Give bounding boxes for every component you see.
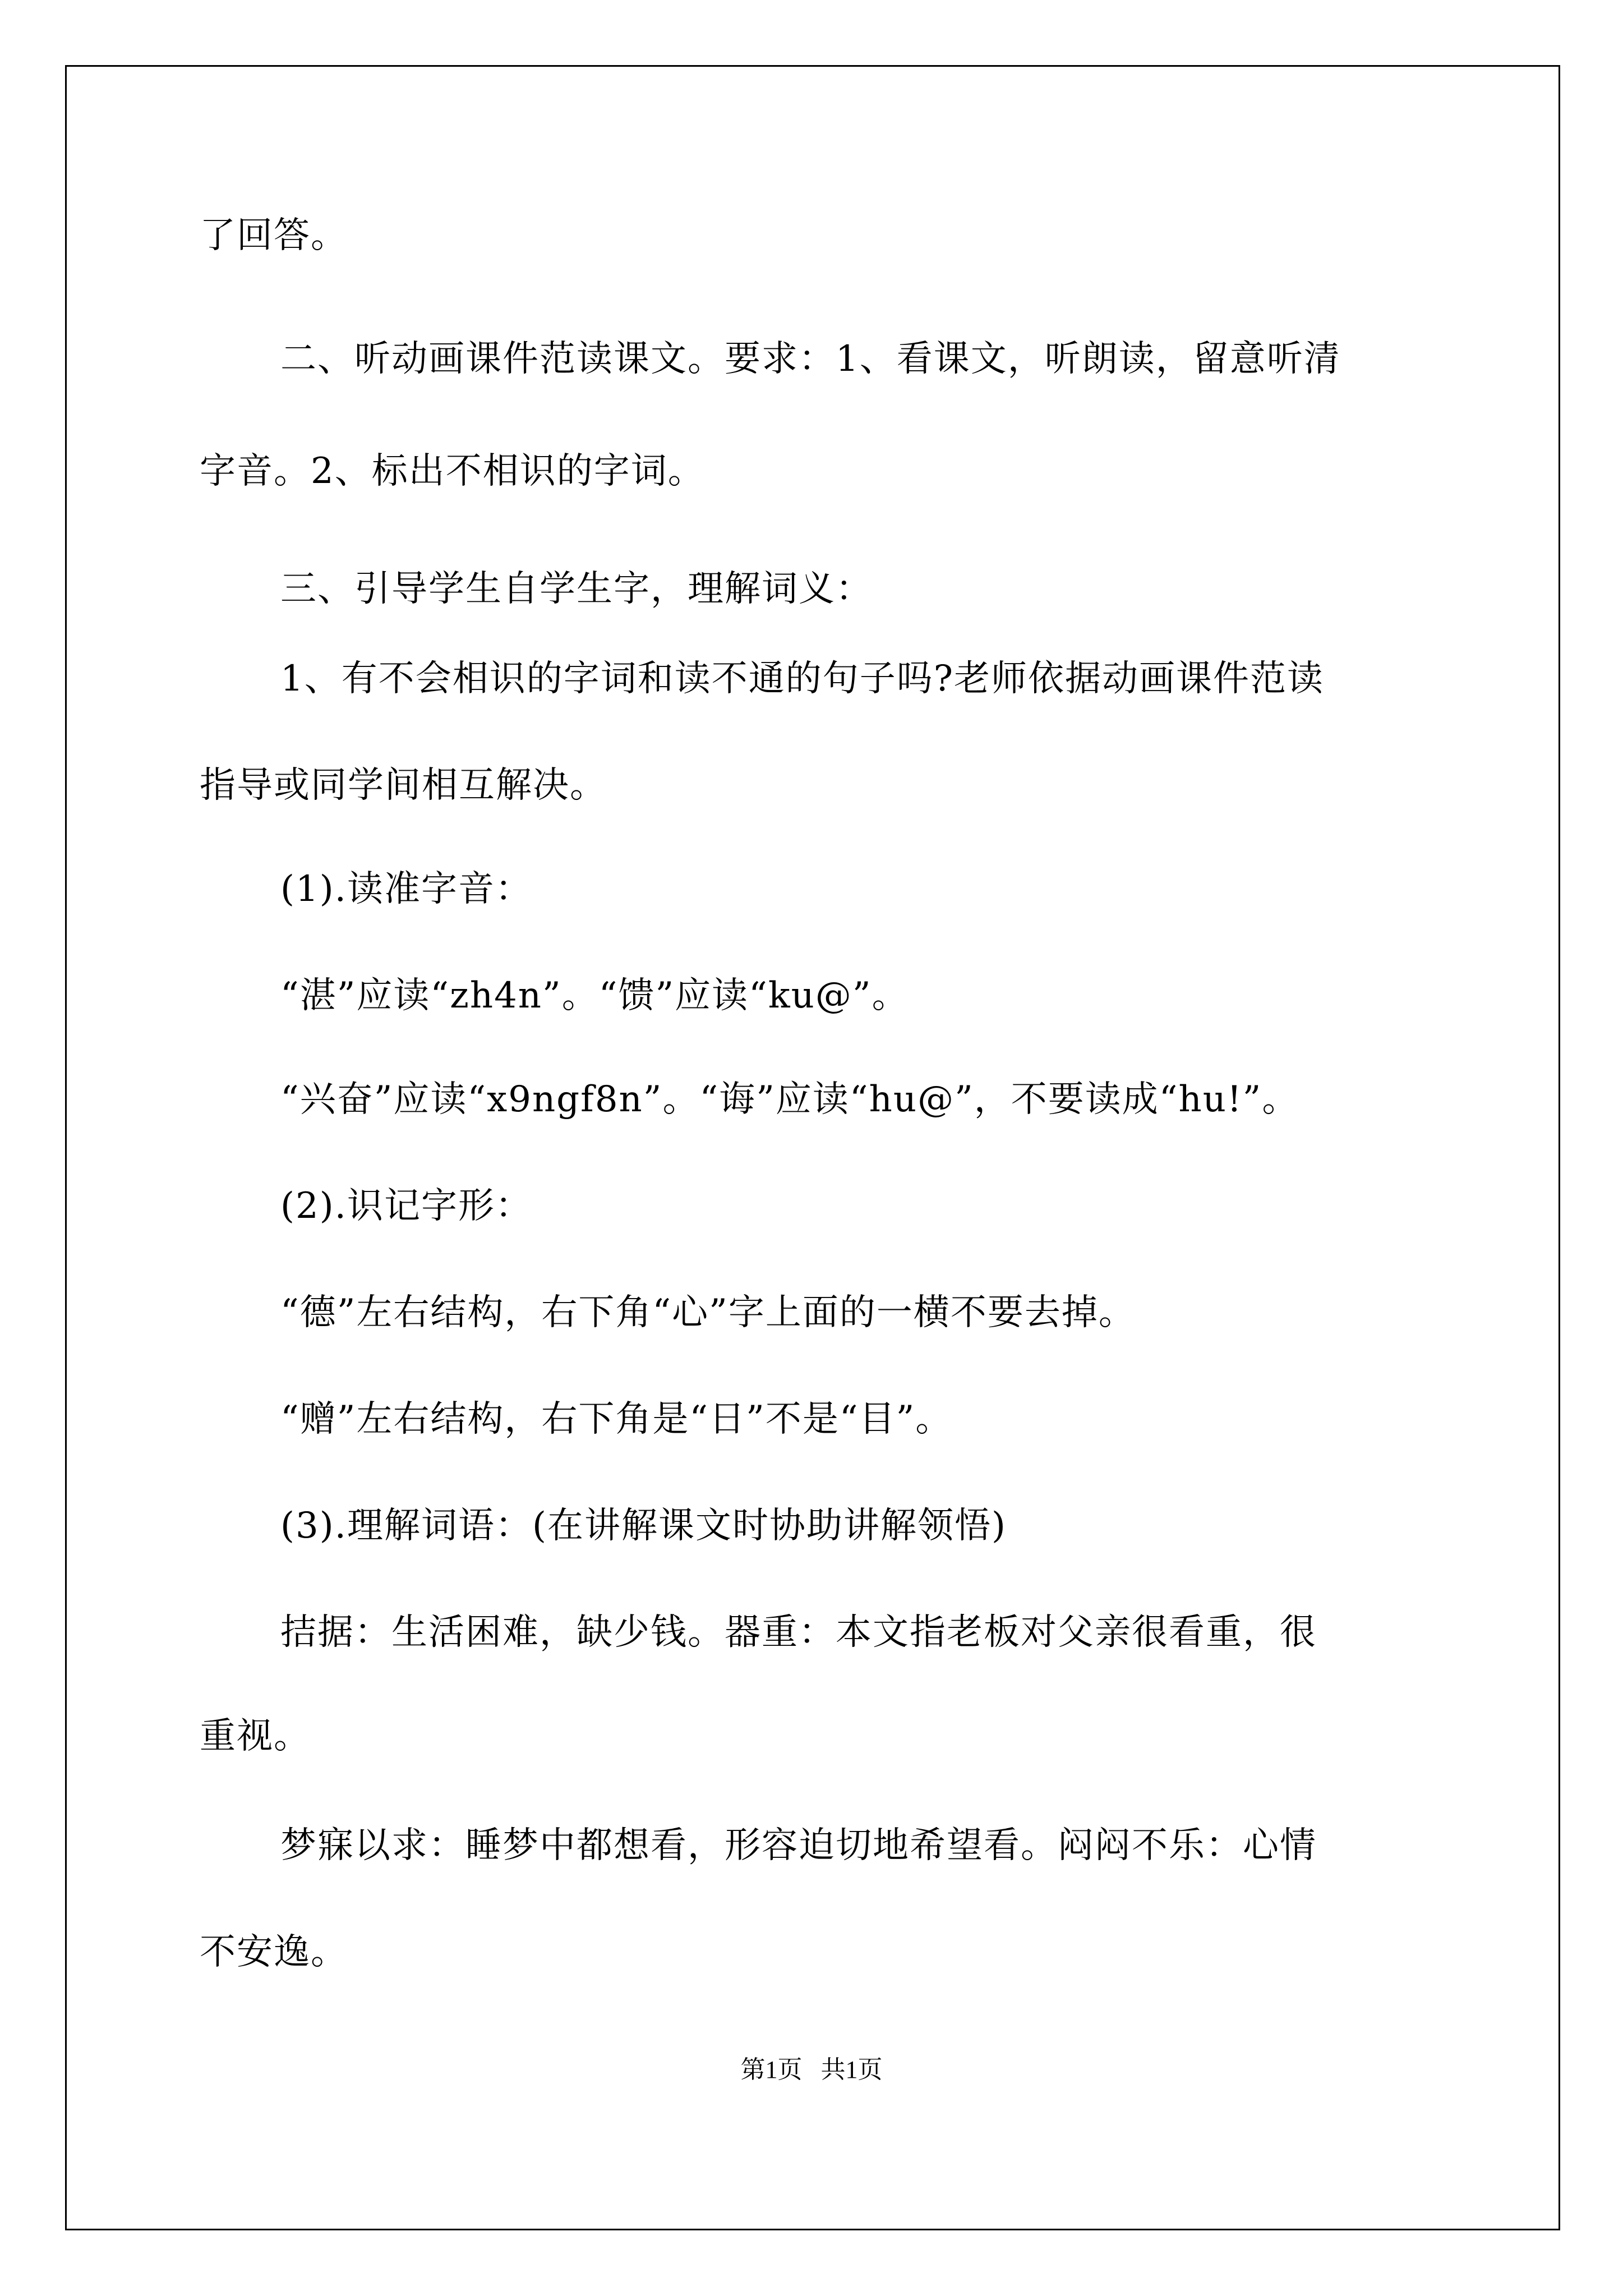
paragraph-listen-reading-line1: 二、听动画课件范读课文。要求：1、看课文，听朗读，留意听清 [280,338,1341,380]
paragraph-continuation: 了回答。 [200,215,348,256]
page-footer: 第1页 共1页 [740,2056,883,2083]
subheading-character-shape: (2).识记字形： [280,1185,532,1227]
vocabulary-item-1-line1: 拮据：生活困难，缺少钱。器重：本文指老板对父亲很看重，很 [280,1612,1317,1653]
vocabulary-item-2-line1: 梦寐以求：睡梦中都想看，形容迫切地希望看。闷闷不乐：心情 [280,1825,1317,1866]
paragraph-self-study-heading: 三、引导学生自学生字，理解词义： [280,568,873,610]
subheading-vocabulary: (3).理解词语：(在讲解课文时协助讲解领悟) [280,1505,1007,1547]
page-border [65,65,1560,2230]
vocabulary-item-2-line2: 不安逸。 [200,1931,348,1973]
subheading-pronunciation: (1).读准字音： [280,868,532,910]
character-shape-item-1: “德”左右结构，右下角“心”字上面的一横不要去掉。 [280,1292,1136,1333]
paragraph-listen-reading-line2: 字音。2、标出不相识的字词。 [200,450,705,492]
vocabulary-item-1-line2: 重视。 [200,1715,311,1757]
pronunciation-item-2: “兴奋”应读“x9ngf8n”。“诲”应读“hu@”，不要读成“hu!”。 [280,1079,1299,1120]
character-shape-item-2: “赠”左右结构，右下角是“日”不是“目”。 [280,1398,953,1440]
paragraph-question-line1: 1、有不会相识的字词和读不通的句子吗?老师依据动画课件范读 [280,658,1325,700]
pronunciation-item-1: “湛”应读“zh4n”。“馈”应读“ku@”。 [280,975,909,1016]
paragraph-question-line2: 指导或同学间相互解决。 [200,765,607,806]
